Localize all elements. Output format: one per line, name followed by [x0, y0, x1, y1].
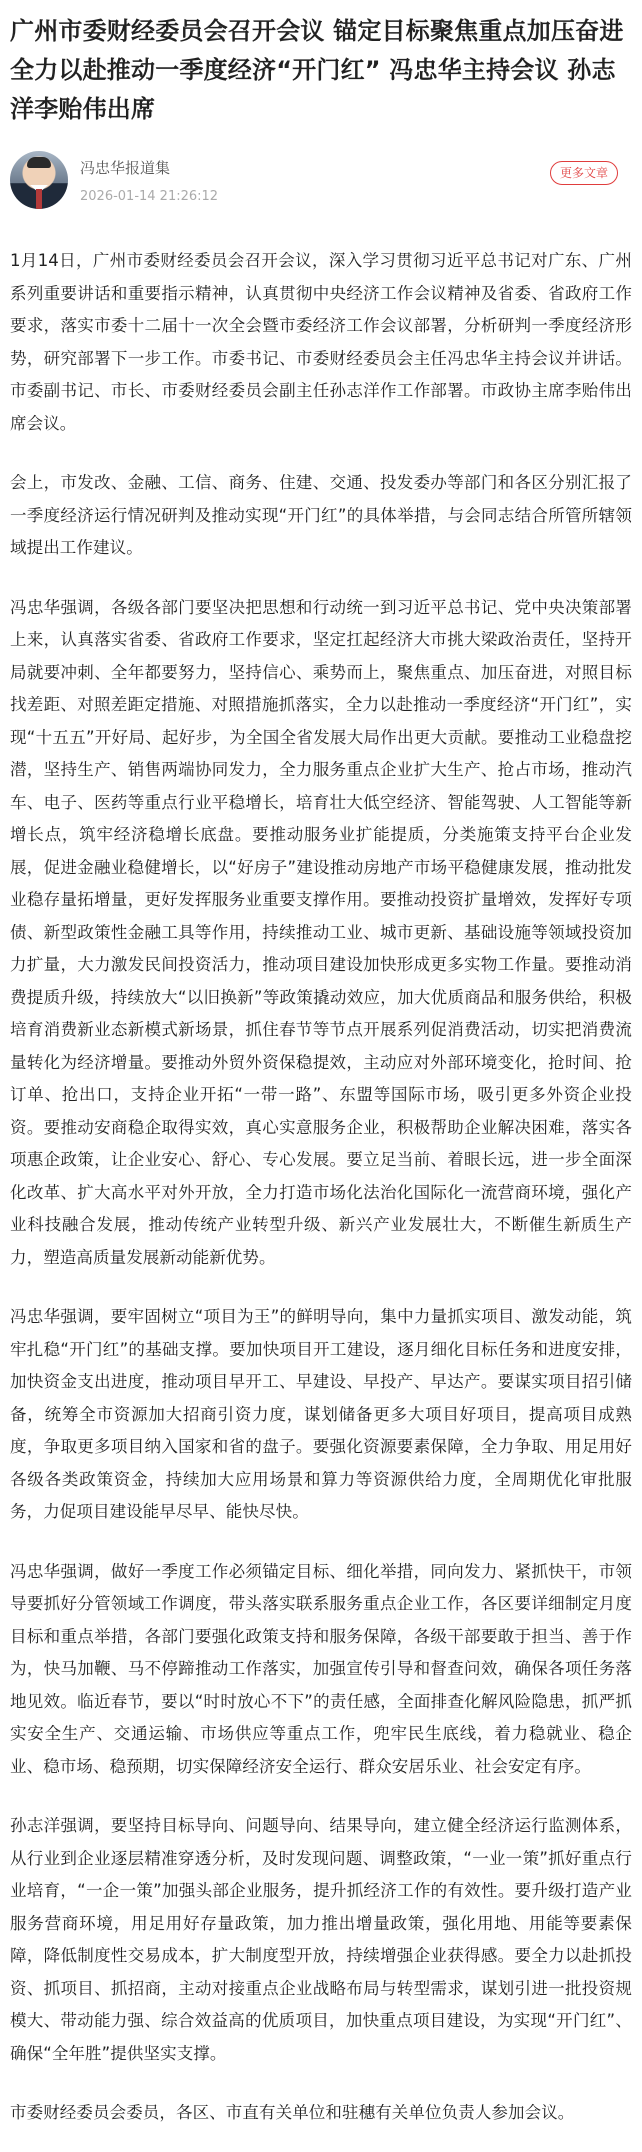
paragraph: 冯忠华强调，各级各部门要坚决把思想和行动统一到习近平总书记、党中央决策部署上来，认真落实省委、省政府工作要求，坚定扛起经济大市挑大梁政治责任，坚持开局就要冲刺、全年都要努力，坚持信心、乘势而上，聚焦重点、加压奋进，对照目标找差距、对照差距定措施、对照措施抓落实，全力以赴推动一季度经济“开门红”，实现“十五五”开好局、起好步，为全国全省发展大局作出更大贡献。要推动工业稳盘挖潜，坚持生产、销售两端协同发力，全力服务重点企业扩大生产、抢占市场，推动汽车、电子、医药等重点行业平稳增长，培育壮大低空经济、智能驾驶、人工智能等新增长点，筑牢经济稳增长底盘。要推动服务业扩能提质，分类施策支持平台企业发展，促进金融业稳健增长，以“好房子”建设推动房地产市场平稳健康发展，推动批发业稳存量拓增量，更好发挥服务业重要支撑作用。要推动投资扩量增效，发挥好专项债、新型政策性金融工具等作用，持续推动工业、城市更新、基础设施等领域投资加力扩量，大力激发民间投资活力，推动项目建设加快形成更多实物工作量。要推动消费提质升级，持续放大“以旧换新”等政策撬动效应，加大优质商品和服务供给，积极培育消费新业态新模式新场景，抓住春节等节点开展系列促消费活动，切实把消费流量转化为经济增量。要推动外贸外资保稳提效，主动应对外部环境变化，抢时间、抢订单、抢出口，支持企业开拓“一带一路”、东盟等国际市场，吸引更多外资企业投资。要推动安商稳企取得实效，真心实意服务企业，积极帮助企业解决困难，落实各项惠企政策，让企业安心、舒心、专心发展。要立足当前、着眼长远，进一步全面深化改革、扩大高水平对外开放，全力打造市场化法治化国际化一流营商环境，强化产业科技融合发展，推动传统产业转型升级、新兴产业发展壮大，不断催生新质生产力，塑造高质量发展新动能新优势。 [10, 597, 632, 1267]
article-body [10, 245, 632, 2130]
author-avatar[interactable] [10, 151, 68, 209]
more-articles-button[interactable]: 更多文章 [550, 161, 618, 185]
avatar-tie [36, 189, 42, 209]
author-name[interactable]: 冯忠华报道集 [80, 159, 171, 177]
publish-time: 2026-01-14 21:26:12 [80, 189, 219, 204]
article-title: 广州市委财经委员会召开会议 锚定目标聚焦重点加压奋进 全力以赴推动一季度经济“开门红” 冯忠华主持会议 孙志洋李贻伟出席 [10, 17, 624, 123]
paragraph: 冯忠华强调，要牢固树立“项目为王”的鲜明导向，集中力量抓实项目、激发动能，筑牢扎稳“开门红”的基础支撑。要加快项目开工建设，逐月细化目标任务和进度安排，加快资金支出进度，推动项目早开工、早建设、早投产、早达产。要谋实项目招引储备，统筹全市资源加大招商引资力度，谋划储备更多大项目好项目，提高项目成熟度，争取更多项目纳入国家和省的盘子。要强化资源要素保障，全力争取、用足用好各级各类政策资金，持续加大应用场景和算力等资源供给力度，全周期优化审批服务，力促项目建设能早尽早、能快尽快。 [10, 1307, 632, 1521]
author-bar [10, 151, 632, 223]
paragraph: 1月14日，广州市委财经委员会召开会议，深入学习贯彻习近平总书记对广东、广州系列重要讲话和重要指示精神，认真贯彻中央经济工作会议精神及省委、省政府工作要求，落实市委十二届十一次全会暨市委经济工作会议部署，分析研判一季度经济形势，研究部署下一步工作。市委书记、市委财经委员会主任冯忠华主持会议并讲话。市委副书记、市长、市委财经委员会副主任孙志洋作工作部署。市政协主席李贻伟出席会议。 [10, 251, 632, 433]
avatar-hair [27, 157, 51, 168]
paragraph: 冯忠华强调，做好一季度工作必须锚定目标、细化举措，同向发力、紧抓快干，市领导要抓好分管领域工作调度，带头落实联系服务重点企业工作，各区要详细制定月度目标和重点举措，各部门要强化政策支持和服务保障，各级干部要敢于担当、善于作为，快马加鞭、马不停蹄推动工作落实，加强宣传引导和督查问效，确保各项任务落地见效。临近春节，要以“时时放心不下”的责任感，全面排查化解风险隐患，抓严抓实安全生产、交通运输、市场供应等重点工作，兜牢民生底线，着力稳就业、稳企业、稳市场、稳预期，切实保障经济安全运行、群众安居乐业、社会安定有序。 [10, 1561, 632, 1776]
paragraph: 孙志洋强调，要坚持目标导向、问题导向、结果导向，建立健全经济运行监测体系，从行业到企业逐层精准穿透分析，及时发现问题、调整政策，“一业一策”抓好重点行业培育，“一企一策”加强头部企业服务，提升抓经济工作的有效性。要升级打造产业服务营商环境，用足用好存量政策，加力推出增量政策，强化用地、用能等要素保障，降低制度性交易成本，扩大制度型开放，持续增强企业获得感。要全力以赴抓投资、抓项目、抓招商，主动对接重点企业战略布局与转型需求，谋划引进一批投资规模大、带动能力强、综合效益高的优质项目，加快重点项目建设，为实现“开门红”、确保“全年胜”提供坚实支撑。 [10, 1816, 632, 2063]
paragraph: 市委财经委员会委员，各区、市直有关单位和驻穗有关单位负责人参加会议。 [10, 2103, 575, 2122]
paragraph: 会上，市发改、金融、工信、商务、住建、交通、投发委办等部门和各区分别汇报了一季度经济运行情况研判及推动实现“开门红”的具体举措，与会同志结合所管所辖领域提出工作建议。 [10, 473, 632, 557]
